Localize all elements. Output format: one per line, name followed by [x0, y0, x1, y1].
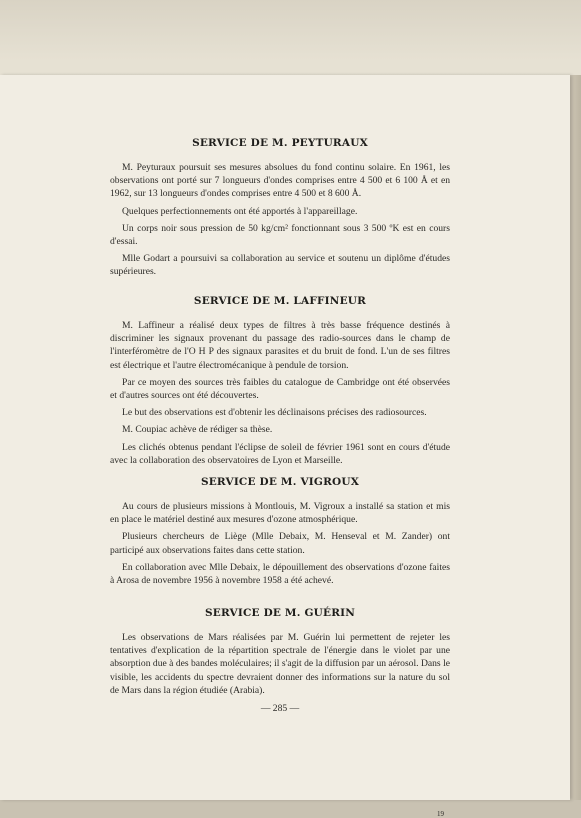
paragraph: Au cours de plusieurs missions à Montlouis, M. Vigroux a installé sa station et mis en place le matériel destiné aux mesures d'ozone atmosphérique.	[110, 501, 450, 526]
paragraph: M. Laffineur a réalisé deux types de filtres à très basse fréquence destinés à discriminer les signaux provenant du passage des radio-sources dans le champ de l'interféromètre de l'O H P des signaux parasites et du bruit de fond. L'un de ses filtres est électrique et l'autre électromécanique à pendule de torsion.	[110, 320, 450, 371]
document-page	[0, 75, 570, 818]
page-edge	[570, 75, 581, 800]
section-title: SERVICE DE M. PEYTURAUX	[192, 137, 368, 149]
paragraph: Les observations de Mars réalisées par M. Guérin lui permettent de rejeter les tentatives d'explication de la répartition spectrale de l'énergie dans le violet par une absorption due à des bandes moléculaires; il s'agit de la diffusion par un aérosol. Dans le visible, les accidents du spectre devraient donner des informations sur la nature du sol de Mars dans la région étudiée (Arabia).	[110, 632, 450, 696]
paragraph: Par ce moyen des sources très faibles du catalogue de Cambridge ont été observées et d'autres sources ont été découvertes.	[110, 376, 450, 402]
section-laffineur	[110, 295, 450, 471]
paragraph: M. Peyturaux poursuit ses mesures absolues du fond continu solaire. En 1961, les observations ont porté sur 7 longueurs d'ondes comprises entre 4 500 et 6 100 Å et en 1962, sur 13 longueurs d'ondes comprises entre 4 500 et 8 600 Å.	[110, 162, 450, 200]
section-title: SERVICE DE M. LAFFINEUR	[193, 295, 367, 307]
paragraph: Plusieurs chercheurs de Liège (Mlle Debaix, M. Henseval et M. Zander) ont participé aux observations faites dans cette station.	[110, 531, 450, 556]
section-title: SERVICE DE M. GUÉRIN	[204, 607, 356, 619]
paragraph: En collaboration avec Mlle Debaix, le dépouillement des observations d'ozone faites à Arosa de novembre 1956 à novembre 1958 a été achevé.	[110, 561, 450, 587]
signature-mark: 19	[437, 810, 444, 818]
page-number: — 285 —	[260, 703, 300, 714]
section-guerin	[110, 607, 450, 701]
paragraph: Un corps noir sous pression de 50 kg/cm² fonctionnant sous 3 500 ºK est en cours d'essai.	[110, 222, 450, 248]
paragraph: Le but des observations est d'obtenir les déclinaisons précises des radiosources.	[122, 407, 427, 419]
section-peyturaux	[110, 137, 450, 283]
paragraph: Quelques perfectionnements ont été apportés à l'appareillage.	[122, 205, 358, 217]
section-vigroux	[110, 476, 450, 591]
paragraph: Les clichés obtenus pendant l'éclipse de soleil de février 1961 sont en cours d'étude avec la collaboration des observatoires de Lyon et Marseille.	[110, 441, 450, 466]
paragraph: Mlle Godart a poursuivi sa collaboration au service et soutenu un diplôme d'études supérieures.	[110, 253, 450, 278]
section-title: SERVICE DE M. VIGROUX	[200, 476, 360, 488]
paragraph: M. Coupiac achève de rédiger sa thèse.	[122, 424, 273, 436]
